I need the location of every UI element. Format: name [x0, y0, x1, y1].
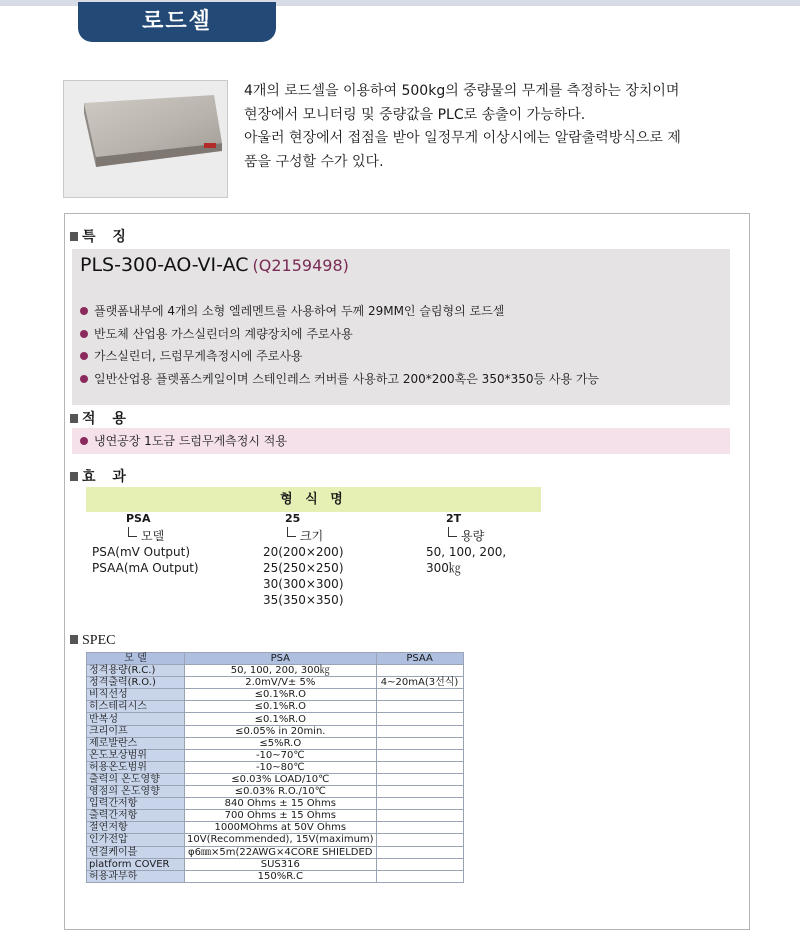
model-title	[80, 254, 349, 276]
page-title: 로드셀	[78, 2, 276, 42]
table-row	[87, 725, 464, 737]
spec-label-cell: 허용과부하	[87, 870, 185, 882]
spec-label-cell: 출력의 온도영향	[87, 773, 185, 785]
spec-value-cell	[376, 773, 463, 785]
spec-label-cell: 허용온도범위	[87, 761, 185, 773]
application-text: 냉연공장 1도금 드럼무게측정시 적용	[94, 434, 287, 448]
list-item-text: 가스실린더, 드럼무게측정시에 주로사용	[94, 349, 303, 363]
model-column	[92, 511, 199, 576]
table-row	[87, 858, 464, 870]
table-row	[87, 665, 464, 677]
application-box	[72, 428, 730, 454]
capacity-value: 50, 100, 200,	[426, 545, 507, 559]
table-row	[87, 701, 464, 713]
table-row	[87, 798, 464, 810]
features-title: 특 징	[82, 229, 132, 245]
spec-label-cell: 크리이프	[87, 725, 185, 737]
table-row	[87, 810, 464, 822]
spec-value-cell: ≤0.05% in 20min.	[185, 725, 377, 737]
list-item	[80, 368, 599, 391]
spec-value-cell: ≤0.03% R.O./10℃	[185, 786, 377, 798]
spec-value-cell: φ6㎜×5m(22AWG×4CORE SHIELDED	[185, 846, 377, 858]
bracket-icon	[128, 527, 137, 537]
spec-value-cell	[376, 834, 463, 846]
spec-heading	[70, 632, 115, 649]
intro-text	[244, 80, 764, 174]
table-row	[87, 677, 464, 689]
table-row	[87, 786, 464, 798]
size-column	[263, 511, 344, 608]
table-row	[87, 834, 464, 846]
bracket-icon	[448, 527, 457, 537]
table-row	[87, 822, 464, 834]
spec-value-cell	[376, 786, 463, 798]
size-value: 35(350×350)	[263, 593, 344, 607]
list-item	[80, 323, 599, 346]
intro-line: 현장에서 모니터링 및 중량값을 PLC로 송출이 가능하다.	[244, 106, 586, 123]
bracket-icon	[287, 527, 296, 537]
bullet-icon	[80, 307, 88, 315]
spec-value-cell: ≤0.1%R.O	[185, 701, 377, 713]
table-row	[87, 737, 464, 749]
spec-label-cell: platform COVER	[87, 858, 185, 870]
bullet-icon	[80, 375, 88, 383]
spec-label-cell: 출력간저항	[87, 810, 185, 822]
spec-value-cell: ≤5%R.O	[185, 737, 377, 749]
model-value: PSA(mV Output)	[92, 545, 191, 559]
size-value: 30(300×300)	[263, 577, 344, 591]
square-icon	[70, 232, 78, 241]
spec-label-cell: 온도보상범위	[87, 749, 185, 761]
spec-label-cell: 반복성	[87, 713, 185, 725]
spec-value-cell: SUS316	[185, 858, 377, 870]
list-item-text: 반도체 산업용 가스실린더의 계량장치에 주로사용	[94, 326, 353, 341]
spec-value-cell: 10V(Recommended), 15V(maximum)	[185, 834, 377, 846]
square-icon	[70, 414, 78, 423]
spec-table-wrap	[86, 652, 464, 883]
model-label: 모델	[141, 529, 165, 543]
spec-label-cell: 정격용량(R.C.)	[87, 665, 185, 677]
table-row	[87, 773, 464, 785]
spec-value-cell	[376, 725, 463, 737]
intro-line: 4개의 로드셀을 이용하여 500kg의 중량물의 무게를 측정하는 장치이며	[244, 83, 680, 99]
table-row	[87, 870, 464, 882]
spec-title: SPEC	[82, 633, 116, 648]
bullet-icon	[80, 352, 88, 360]
size-label: 크기	[300, 529, 324, 543]
list-item-text: 플랫폼내부에 4개의 소형 엘레멘트를 사용하여 두께 29MM인 슬림형의 로드셀	[94, 304, 505, 318]
spec-label-cell: 연결케이블	[87, 846, 185, 858]
spec-value-cell: -10~80℃	[185, 761, 377, 773]
spec-label-cell: 제로발란스	[87, 737, 185, 749]
spec-label-cell: 영점의 온도영향	[87, 786, 185, 798]
model-code-label: PSA	[126, 512, 151, 525]
capacity-column	[426, 511, 506, 576]
spec-value-cell	[376, 798, 463, 810]
capacity-value: 300㎏	[426, 561, 461, 575]
spec-value-cell: 840 Ohms ± 15 Ohms	[185, 798, 377, 810]
spec-value-cell	[376, 737, 463, 749]
spec-value-cell: 1000MOhms at 50V Ohms	[185, 822, 377, 834]
product-photo	[63, 80, 228, 198]
spec-table	[86, 652, 464, 883]
effect-heading	[70, 466, 132, 486]
table-row	[87, 689, 464, 701]
spec-value-cell	[376, 713, 463, 725]
column-header: 모 델	[87, 653, 185, 665]
spec-value-cell: 150%R.C	[185, 870, 377, 882]
bullet-icon	[80, 437, 88, 445]
type-name-header: 형 식 명	[86, 487, 541, 512]
square-icon	[70, 635, 78, 644]
capacity-code-label: 2T	[446, 512, 462, 525]
table-header-row	[87, 653, 464, 665]
size-value: 25(250×250)	[263, 561, 344, 575]
spec-value-cell	[376, 749, 463, 761]
spec-value-cell: ≤0.1%R.O	[185, 713, 377, 725]
size-value: 20(200×200)	[263, 545, 344, 559]
table-row	[87, 761, 464, 773]
spec-label-cell: 정격출력(R.O.)	[87, 677, 185, 689]
list-item-text: 일반산업용 플렛폼스케일이며 스테인레스 커버를 사용하고 200*200혹은 350*350등 사용 가능	[94, 371, 600, 386]
column-header: PSAA	[376, 653, 463, 665]
spec-value-cell	[376, 689, 463, 701]
spec-value-cell	[376, 810, 463, 822]
features-list	[80, 300, 599, 390]
spec-value-cell	[376, 822, 463, 834]
table-row	[87, 749, 464, 761]
application-title: 적 용	[82, 411, 132, 427]
spec-label-cell: 인가전압	[87, 834, 185, 846]
spec-value-cell: ≤0.1%R.O	[185, 689, 377, 701]
features-heading	[70, 226, 132, 246]
spec-value-cell: 4~20mA(3선식)	[376, 677, 463, 689]
table-row	[87, 713, 464, 725]
model-value: PSAA(mA Output)	[92, 561, 199, 575]
bullet-icon	[80, 330, 88, 338]
spec-label-cell: 절연저항	[87, 822, 185, 834]
spec-value-cell	[376, 846, 463, 858]
spec-value-cell: 50, 100, 200, 300㎏	[185, 665, 377, 677]
spec-value-cell: ≤0.03% LOAD/10℃	[185, 773, 377, 785]
capacity-label: 용량	[461, 529, 485, 543]
list-item	[80, 300, 599, 323]
square-icon	[70, 472, 78, 481]
spec-value-cell	[376, 858, 463, 870]
size-code-label: 25	[285, 512, 301, 525]
spec-value-cell: -10~70℃	[185, 749, 377, 761]
intro-line: 아울러 현장에서 접점을 받아 일정무게 이상시에는 알람출력방식으로 제	[244, 130, 681, 146]
spec-value-cell	[376, 665, 463, 677]
spec-value-cell	[376, 761, 463, 773]
model-code: (Q2159498)	[252, 256, 349, 275]
effect-title: 효 과	[82, 469, 132, 485]
spec-label-cell: 히스테리시스	[87, 701, 185, 713]
table-row	[87, 846, 464, 858]
model-name: PLS-300-AO-VI-AC	[80, 254, 249, 276]
spec-label-cell: 입력간저항	[87, 798, 185, 810]
spec-value-cell: 700 Ohms ± 15 Ohms	[185, 810, 377, 822]
application-heading	[70, 408, 132, 428]
list-item	[80, 345, 599, 368]
intro-line: 품을 구성할 수가 있다.	[244, 153, 384, 170]
spec-label-cell: 비직선성	[87, 689, 185, 701]
spec-value-cell: 2.0mV/V± 5%	[185, 677, 377, 689]
column-header: PSA	[185, 653, 377, 665]
spec-value-cell	[376, 701, 463, 713]
spec-value-cell	[376, 870, 463, 882]
